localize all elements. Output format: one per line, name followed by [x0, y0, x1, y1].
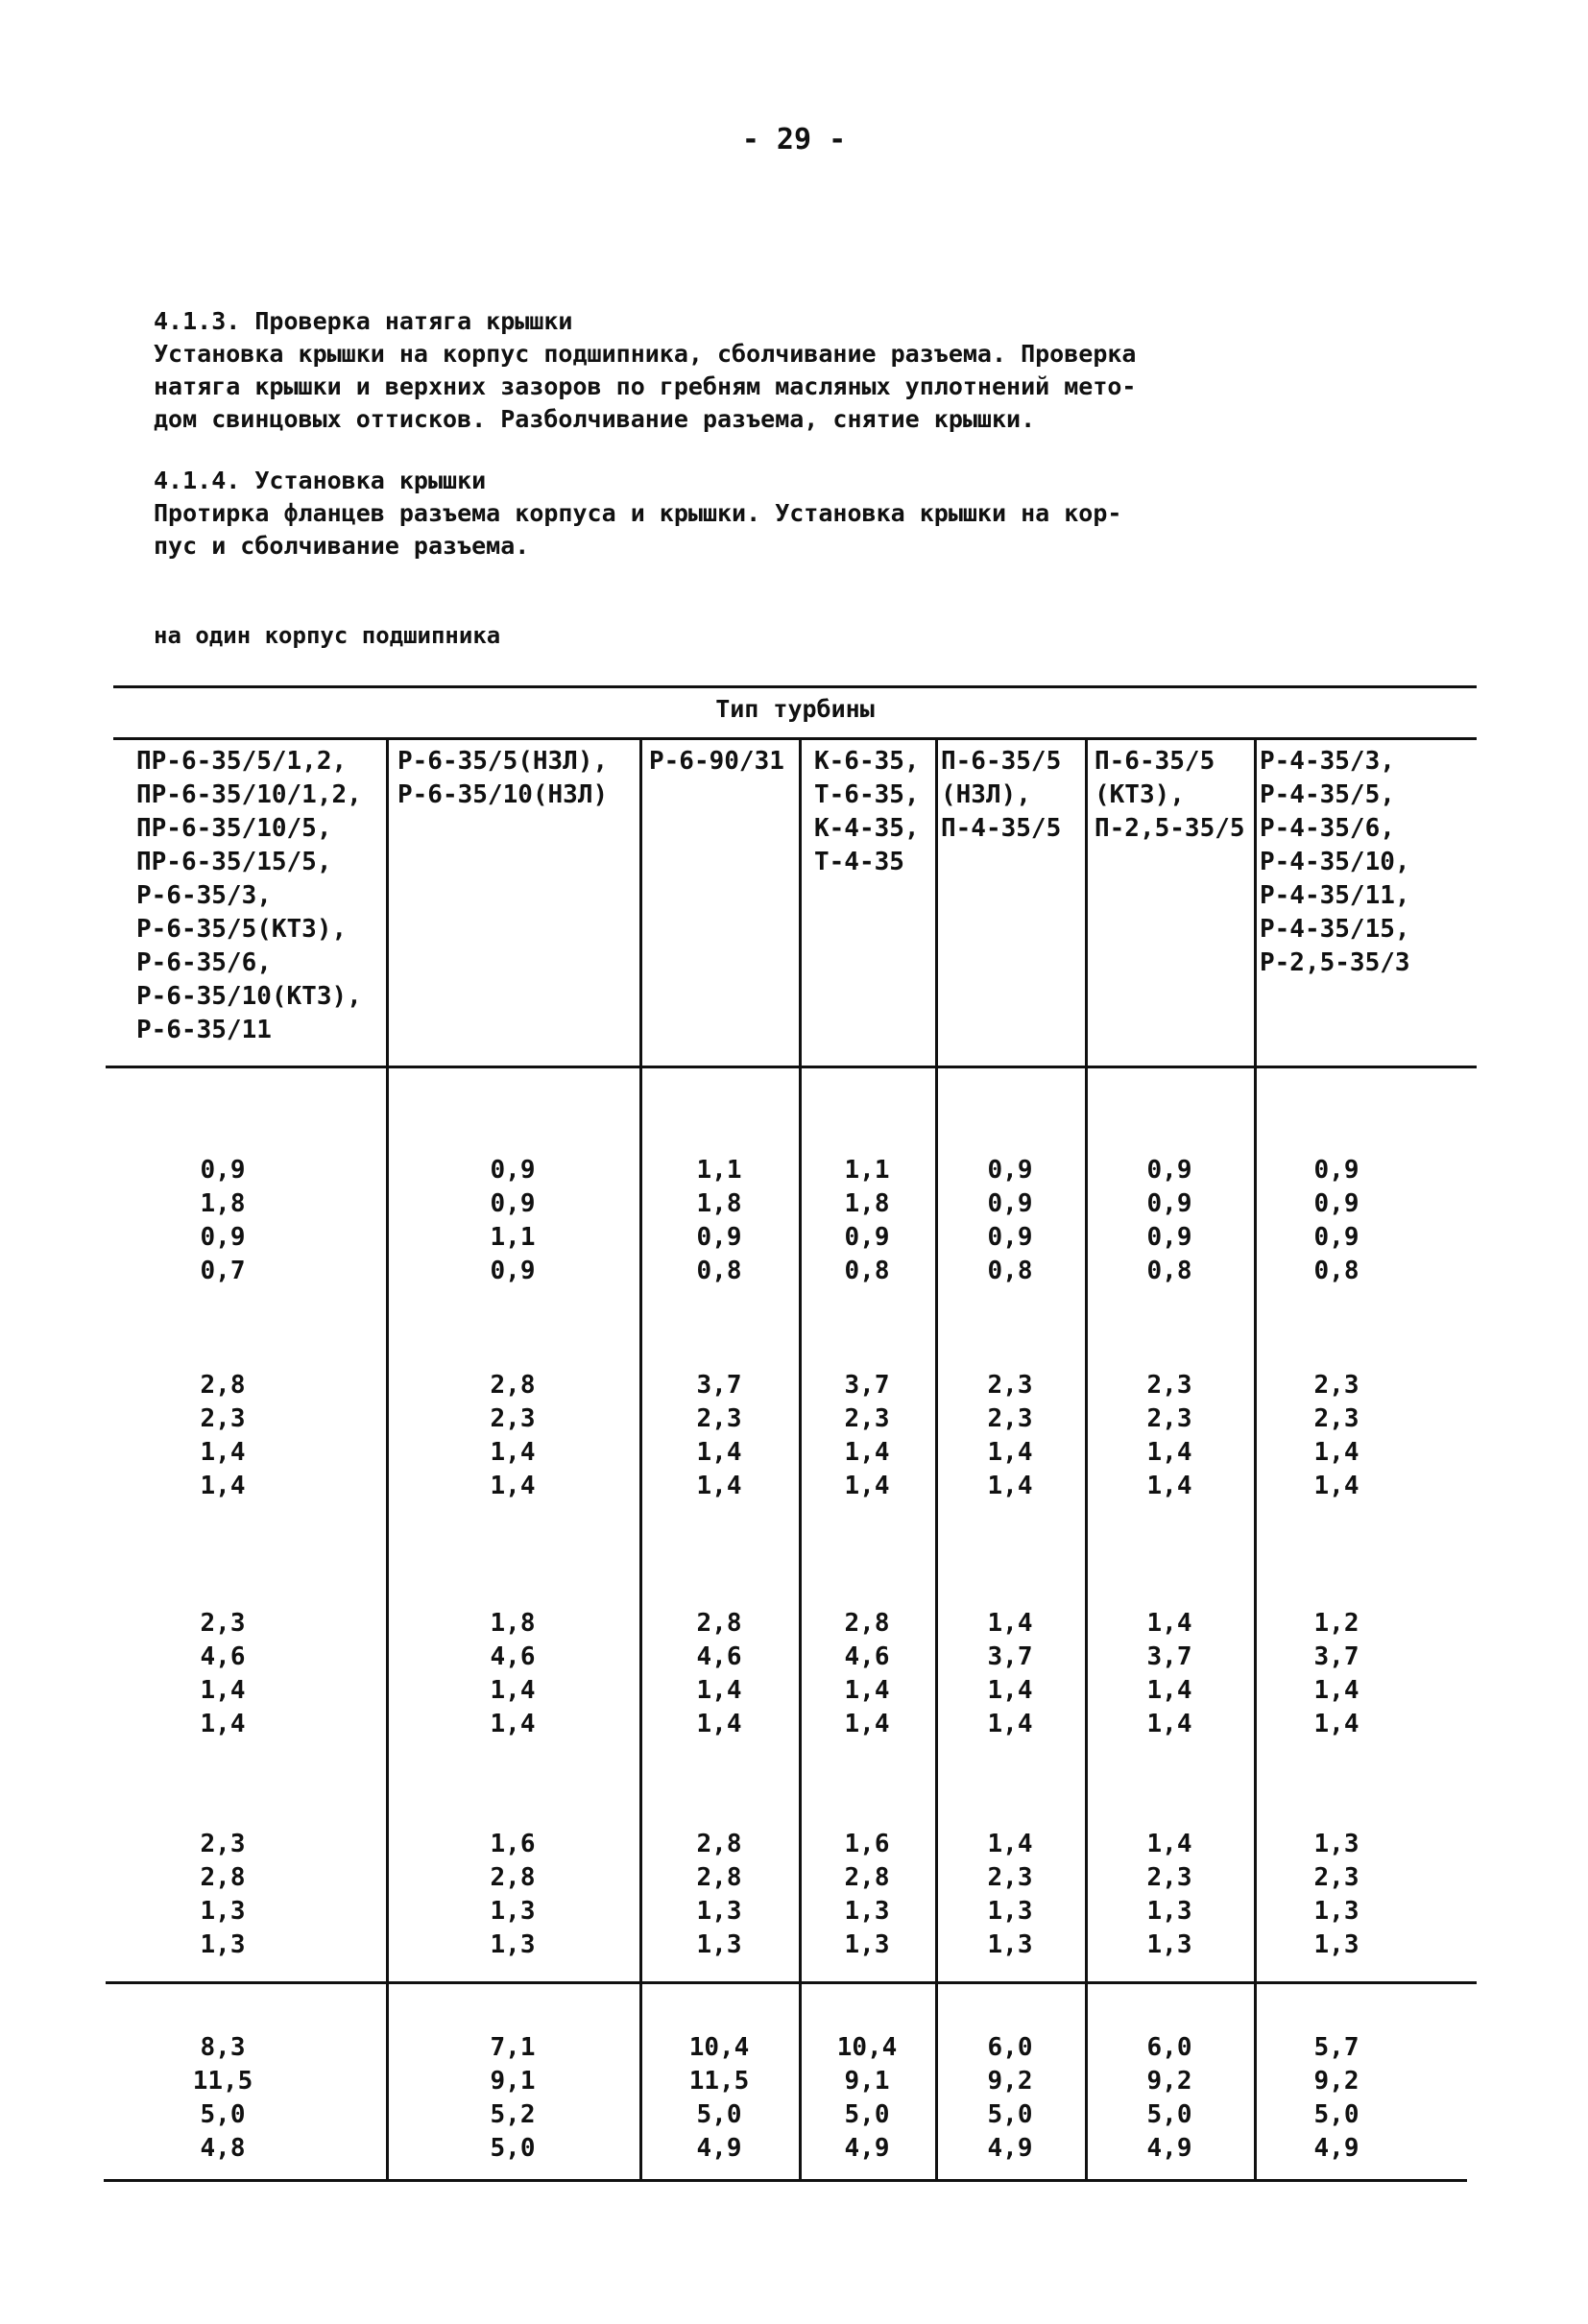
table-cell: 1,4: [490, 1676, 536, 1705]
value-column: [1097, 1369, 1241, 1503]
table-cell: 1,4: [1146, 1609, 1192, 1638]
table-cell: 0,9: [987, 1189, 1033, 1218]
table-cell: 0,8: [844, 1257, 890, 1285]
value-column: [151, 2031, 295, 2166]
value-column: [938, 1607, 1082, 1741]
table-cell: 10,4: [836, 2033, 898, 2062]
table-cell: 1,4: [987, 1438, 1033, 1467]
table-caption: на один корпус подшипника: [154, 622, 501, 649]
table-cell: 1,1: [696, 1156, 742, 1185]
table-bottom-rule: [104, 2179, 1467, 2182]
table-cell: 4,6: [200, 1642, 246, 1671]
table-cell: 1,4: [987, 1830, 1033, 1858]
column-header-4: [814, 745, 920, 879]
column-header-7: [1260, 745, 1410, 980]
value-column: [441, 1828, 585, 1962]
table-cell: 5,7: [1313, 2033, 1359, 2062]
table-cell: 3,7: [1313, 1642, 1359, 1671]
table-cell: 0,9: [987, 1156, 1033, 1185]
table-cell: 0,8: [696, 1257, 742, 1285]
table-cell: 1,8: [200, 1189, 246, 1218]
value-column: [1264, 1369, 1408, 1503]
column-header-line: (НЗЛ),: [941, 780, 1031, 809]
table-cell: 9,2: [1146, 2067, 1192, 2096]
value-column: [1264, 1828, 1408, 1962]
table-cell: 1,4: [1146, 1438, 1192, 1467]
column-header-line: Р-4-35/6,: [1260, 814, 1395, 843]
table-cell: 1,8: [696, 1189, 742, 1218]
table-cell: 0,9: [1313, 1223, 1359, 1252]
section-line: дом свинцовых оттисков. Разболчивание разъема, снятие крышки.: [154, 405, 1036, 433]
table-cell: 2,3: [490, 1404, 536, 1433]
table-cell: 0,9: [1146, 1156, 1192, 1185]
section-line: пус и сболчивание разъема.: [154, 532, 530, 560]
value-column: [795, 1828, 939, 1962]
table-cell: 4,6: [696, 1642, 742, 1671]
value-column: [441, 1369, 585, 1503]
table-cell: 2,8: [696, 1830, 742, 1858]
table-cell: 9,2: [987, 2067, 1033, 2096]
table-cell: 2,3: [1313, 1404, 1359, 1433]
section-title: 4.1.3. Проверка натяга крышки: [154, 307, 573, 335]
table-cell: 0,9: [1146, 1189, 1192, 1218]
table-cell: 8,3: [200, 2033, 246, 2062]
table-cell: 1,3: [1313, 1897, 1359, 1926]
column-header-line: П-6-35/5: [1095, 747, 1215, 776]
table-cell: 2,8: [696, 1609, 742, 1638]
table-cell: 1,4: [844, 1710, 890, 1738]
table-cell: 5,0: [200, 2100, 246, 2129]
table-cell: 1,4: [987, 1710, 1033, 1738]
column-header-line: Р-6-35/10(НЗЛ): [397, 780, 609, 809]
table-cell: 2,3: [844, 1404, 890, 1433]
value-column: [795, 1607, 939, 1741]
table-cell: 5,0: [696, 2100, 742, 2129]
table-cell: 3,7: [844, 1371, 890, 1400]
table-cell: 2,8: [200, 1371, 246, 1400]
table-cell: 6,0: [987, 2033, 1033, 2062]
table-cell: 5,0: [987, 2100, 1033, 2129]
column-header-line: Р-4-35/11,: [1260, 881, 1410, 910]
table-cell: 1,4: [696, 1438, 742, 1467]
table-cell: 1,4: [200, 1438, 246, 1467]
table-cell: 1,4: [490, 1710, 536, 1738]
column-header-line: Р-6-35/5(НЗЛ),: [397, 747, 609, 776]
table-cell: 1,4: [696, 1472, 742, 1500]
table-cell: 5,0: [844, 2100, 890, 2129]
value-column: [441, 2031, 585, 2166]
table-cell: 2,3: [200, 1404, 246, 1433]
column-header-line: ПР-6-35/15/5,: [136, 848, 332, 876]
table-cell: 1,1: [490, 1223, 536, 1252]
table-cell: 3,7: [1146, 1642, 1192, 1671]
table-cell: 2,3: [1313, 1371, 1359, 1400]
table-cell: 2,8: [490, 1863, 536, 1892]
value-column: [938, 1369, 1082, 1503]
value-column: [151, 1369, 295, 1503]
column-header-line: Р-6-35/10(КТЗ),: [136, 982, 362, 1011]
table-cell: 1,4: [987, 1676, 1033, 1705]
value-column: [1097, 1828, 1241, 1962]
table-cell: 2,3: [1146, 1863, 1192, 1892]
table-cell: 1,3: [844, 1930, 890, 1959]
column-header-rule: [106, 1066, 1477, 1068]
table-cell: 0,9: [1313, 1156, 1359, 1185]
value-column: [441, 1607, 585, 1741]
table-cell: 1,4: [696, 1710, 742, 1738]
table-cell: 1,4: [844, 1472, 890, 1500]
value-column: [151, 1607, 295, 1741]
table-cell: 4,9: [696, 2134, 742, 2163]
column-header-line: Р-4-35/5,: [1260, 780, 1395, 809]
table-cell: 4,9: [1146, 2134, 1192, 2163]
section-title: 4.1.4. Установка крышки: [154, 467, 487, 494]
table-cell: 2,3: [1146, 1371, 1192, 1400]
table-cell: 0,9: [844, 1223, 890, 1252]
table-cell: 2,3: [987, 1404, 1033, 1433]
table-cell: 1,4: [1313, 1676, 1359, 1705]
column-header-5: [941, 745, 1061, 846]
table-cell: 1,3: [1146, 1930, 1192, 1959]
table-cell: 1,3: [200, 1930, 246, 1959]
column-header-line: Р-6-35/11: [136, 1016, 272, 1044]
table-cell: 1,3: [490, 1897, 536, 1926]
table-cell: 2,8: [844, 1609, 890, 1638]
table-cell: 7,1: [490, 2033, 536, 2062]
table-cell: 4,9: [987, 2134, 1033, 2163]
table-cell: 9,2: [1313, 2067, 1359, 2096]
table-cell: 2,8: [200, 1863, 246, 1892]
value-column: [938, 2031, 1082, 2166]
table-cell: 0,9: [490, 1257, 536, 1285]
value-column: [647, 1607, 791, 1741]
table-cell: 2,3: [1146, 1404, 1192, 1433]
table-cell: 0,9: [987, 1223, 1033, 1252]
value-column: [938, 1828, 1082, 1962]
table-cell: 1,4: [844, 1676, 890, 1705]
table-cell: 0,8: [987, 1257, 1033, 1285]
table-cell: 9,1: [490, 2067, 536, 2096]
table-cell: 0,9: [490, 1156, 536, 1185]
value-column: [1097, 1154, 1241, 1288]
table-cell: 1,1: [844, 1156, 890, 1185]
table-cell: 1,4: [1146, 1676, 1192, 1705]
table-cell: 2,8: [696, 1863, 742, 1892]
table-cell: 1,6: [490, 1830, 536, 1858]
table-cell: 2,3: [200, 1609, 246, 1638]
table-cell: 2,8: [490, 1371, 536, 1400]
column-header-line: Т-4-35: [814, 848, 904, 876]
table-cell: 1,4: [1146, 1710, 1192, 1738]
section-4-1-4: [154, 465, 1267, 563]
column-divider: [1085, 737, 1088, 2179]
table-cell: 1,4: [987, 1472, 1033, 1500]
value-column: [647, 1154, 791, 1288]
table-top-rule: [113, 685, 1477, 688]
table-cell: 2,3: [987, 1371, 1033, 1400]
table-cell: 5,2: [490, 2100, 536, 2129]
section-line: Установка крышки на корпус подшипника, сболчивание разъема. Проверка: [154, 340, 1137, 368]
table-cell: 4,9: [1313, 2134, 1359, 2163]
section-line: Протирка фланцев разъема корпуса и крышки. Установка крышки на кор-: [154, 499, 1122, 527]
column-header-2: [397, 745, 608, 812]
column-header-3: [649, 745, 784, 779]
column-header-line: ПР-6-35/10/1,2,: [136, 780, 362, 809]
column-header-line: Р-2,5-35/3: [1260, 948, 1410, 977]
column-header-line: П-4-35/5: [941, 814, 1062, 843]
table-cell: 1,3: [1146, 1897, 1192, 1926]
table-cell: 1,4: [844, 1438, 890, 1467]
column-header-1: [136, 745, 362, 1047]
value-column: [647, 1369, 791, 1503]
value-column: [1097, 2031, 1241, 2166]
table-cell: 1,4: [200, 1472, 246, 1500]
column-header-line: Р-4-35/15,: [1260, 915, 1410, 944]
table-cell: 1,8: [490, 1609, 536, 1638]
table-cell: 0,9: [1313, 1189, 1359, 1218]
table-cell: 1,3: [987, 1897, 1033, 1926]
table-cell: 3,7: [696, 1371, 742, 1400]
column-header-line: К-6-35,: [814, 747, 920, 776]
column-divider: [639, 737, 642, 2179]
table-cell: 1,4: [200, 1676, 246, 1705]
table-cell: 6,0: [1146, 2033, 1192, 2062]
table-cell: 11,5: [192, 2067, 253, 2096]
value-column: [647, 2031, 791, 2166]
table-cell: 4,6: [844, 1642, 890, 1671]
table-cell: 0,9: [1146, 1223, 1192, 1252]
header-rule: [113, 737, 1477, 740]
table-cell: 0,9: [696, 1223, 742, 1252]
value-column: [795, 1154, 939, 1288]
table-cell: 0,9: [490, 1189, 536, 1218]
column-header-line: (КТЗ),: [1095, 780, 1185, 809]
table-cell: 1,3: [987, 1930, 1033, 1959]
value-column: [647, 1828, 791, 1962]
column-divider: [1254, 737, 1257, 2179]
page-number: - 29 -: [741, 123, 847, 156]
table-cell: 5,0: [1313, 2100, 1359, 2129]
column-header-6: [1095, 745, 1245, 846]
table-cell: 1,6: [844, 1830, 890, 1858]
table-cell: 1,3: [200, 1897, 246, 1926]
column-header-line: К-4-35,: [814, 814, 920, 843]
table-cell: 2,8: [844, 1863, 890, 1892]
table-cell: 2,3: [200, 1830, 246, 1858]
value-column: [795, 1369, 939, 1503]
column-header-line: Р-6-35/6,: [136, 948, 272, 977]
group-separator-rule: [106, 1981, 1477, 1984]
table-cell: 1,3: [696, 1897, 742, 1926]
value-column: [151, 1154, 295, 1288]
value-column: [1264, 1607, 1408, 1741]
table-cell: 4,9: [844, 2134, 890, 2163]
value-column: [1097, 1607, 1241, 1741]
table-cell: 1,3: [1313, 1830, 1359, 1858]
table-cell: 1,4: [1313, 1710, 1359, 1738]
value-column: [1264, 1154, 1408, 1288]
table-cell: 2,3: [1313, 1863, 1359, 1892]
table-cell: 0,8: [1146, 1257, 1192, 1285]
table-cell: 1,4: [200, 1710, 246, 1738]
table-cell: 5,0: [1146, 2100, 1192, 2129]
table-cell: 0,9: [200, 1223, 246, 1252]
value-column: [795, 2031, 939, 2166]
column-header-line: П-6-35/5: [941, 747, 1062, 776]
table-cell: 1,3: [490, 1930, 536, 1959]
column-header-line: Р-6-90/31: [649, 747, 784, 776]
column-header-line: ПР-6-35/10/5,: [136, 814, 332, 843]
value-column: [151, 1828, 295, 1962]
table-cell: 0,9: [200, 1156, 246, 1185]
table-cell: 1,3: [1313, 1930, 1359, 1959]
table-cell: 0,8: [1313, 1257, 1359, 1285]
column-header-line: П-2,5-35/5: [1095, 814, 1245, 843]
section-4-1-3: [154, 305, 1267, 436]
column-header-line: Р-6-35/5(КТЗ),: [136, 915, 348, 944]
table-cell: 1,4: [1313, 1438, 1359, 1467]
column-header-line: Р-4-35/3,: [1260, 747, 1395, 776]
table-cell: 1,2: [1313, 1609, 1359, 1638]
table-cell: 1,4: [987, 1609, 1033, 1638]
table-cell: 4,8: [200, 2134, 246, 2163]
table-cell: 1,4: [1146, 1472, 1192, 1500]
table-cell: 5,0: [490, 2134, 536, 2163]
value-column: [441, 1154, 585, 1288]
value-column: [938, 1154, 1082, 1288]
table-cell: 10,4: [688, 2033, 750, 2062]
column-header-line: Т-6-35,: [814, 780, 920, 809]
table-cell: 1,4: [490, 1472, 536, 1500]
table-cell: 2,3: [987, 1863, 1033, 1892]
column-header-line: ПР-6-35/5/1,2,: [136, 747, 348, 776]
table-cell: 11,5: [688, 2067, 750, 2096]
column-divider: [386, 737, 389, 2179]
column-header-line: Р-4-35/10,: [1260, 848, 1410, 876]
table-cell: 1,3: [696, 1930, 742, 1959]
table-cell: 4,6: [490, 1642, 536, 1671]
table-cell: 3,7: [987, 1642, 1033, 1671]
table-cell: 9,1: [844, 2067, 890, 2096]
value-column: [1264, 2031, 1408, 2166]
section-line: натяга крышки и верхних зазоров по гребням масляных уплотнений мето-: [154, 372, 1137, 400]
column-header-line: Р-6-35/3,: [136, 881, 272, 910]
table-cell: 1,4: [1146, 1830, 1192, 1858]
table-cell: 1,4: [490, 1438, 536, 1467]
table-cell: 1,4: [696, 1676, 742, 1705]
table-cell: 1,3: [844, 1897, 890, 1926]
table-cell: 0,7: [200, 1257, 246, 1285]
turbine-type-heading: Тип турбины: [715, 695, 875, 723]
table-cell: 1,4: [1313, 1472, 1359, 1500]
table-cell: 2,3: [696, 1404, 742, 1433]
table-cell: 1,8: [844, 1189, 890, 1218]
